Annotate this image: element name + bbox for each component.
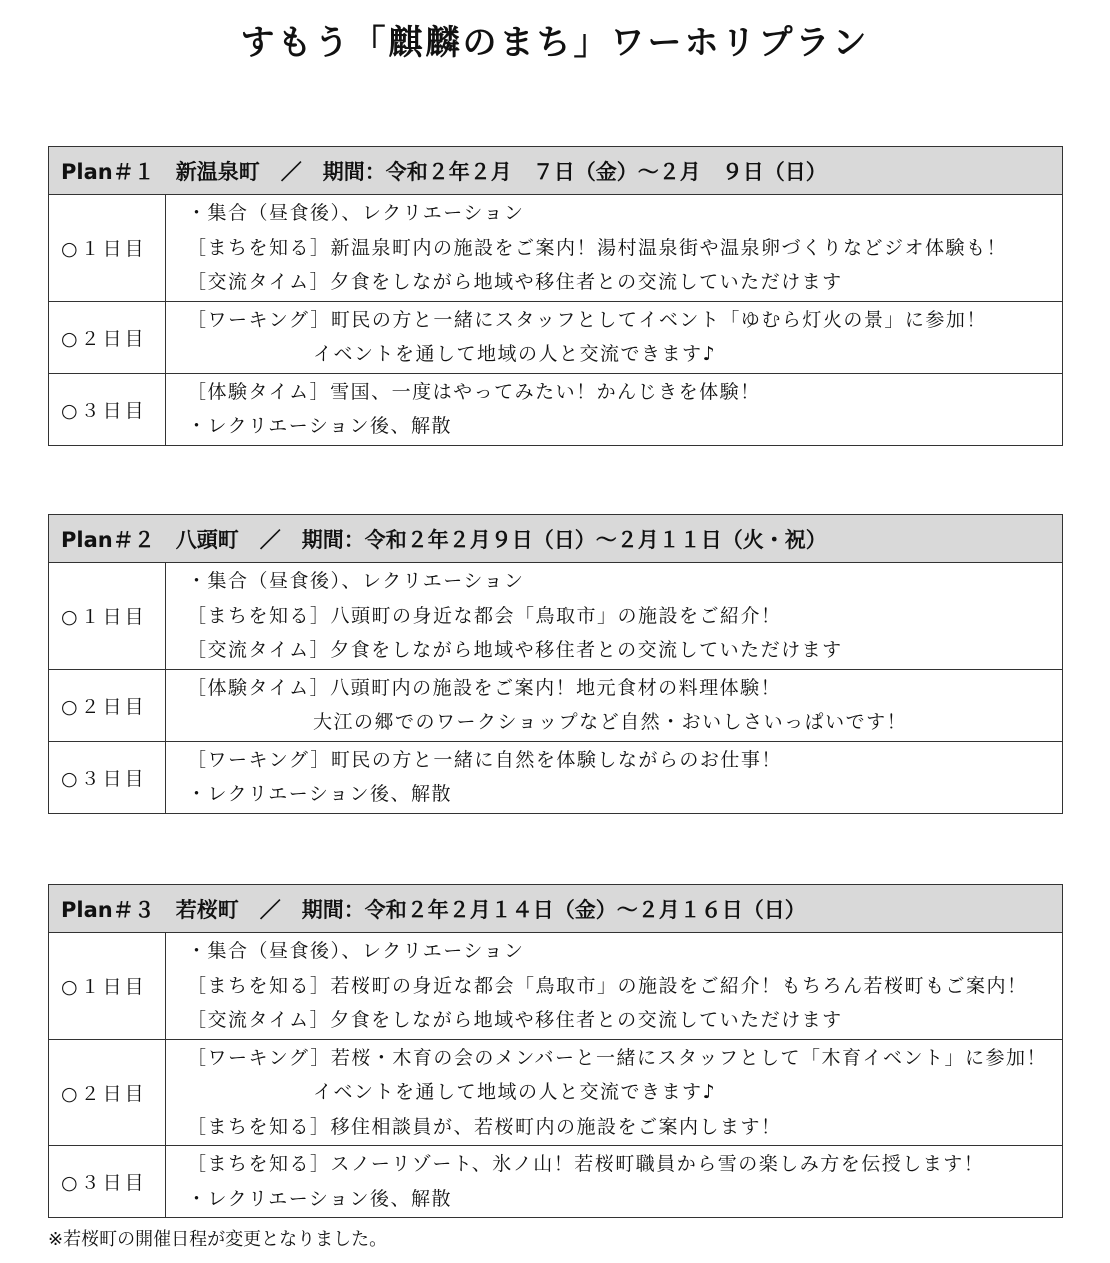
day-content — [166, 302, 1062, 373]
schedule-line: ［まちを知る］八頭町の身近な都会「鳥取市」の施設をご紹介！ — [187, 604, 782, 627]
schedule-line: ［体験タイム］八頭町内の施設をご案内！地元食材の料理体験！ — [187, 676, 782, 699]
plan-header: Plan＃１ 新温泉町 ／ 期間：令和２年２月 ７日（金）～２月 ９日（日） — [49, 147, 1062, 195]
day-label: ○３日目 — [49, 1146, 166, 1217]
day-row — [49, 742, 1062, 813]
schedule-line: ・レクリエーション後、解散 — [187, 783, 452, 805]
schedule-line: 大江の郷でのワークショップなど自然・おいしさいっぱいです！ — [313, 711, 908, 733]
schedule-line: ［まちを知る］若桜町の身近な都会「鳥取市」の施設をご紹介！もちろん若桜町もご案内！ — [187, 974, 1028, 997]
day-row — [49, 195, 1062, 302]
day-label: ○３日目 — [49, 742, 166, 813]
day-content — [166, 933, 1062, 1039]
day-label: ○２日目 — [49, 670, 166, 741]
day-content — [166, 563, 1062, 669]
schedule-line: ［ワーキング］若桜・木育の会のメンバーと一緒にスタッフとして「木育イベント」に参加！ — [187, 1046, 1048, 1069]
schedule-line: ・集合（昼食後）、レクリエーション — [187, 570, 525, 592]
schedule-line: イベントを通して地域の人と交流できます♪ — [313, 343, 717, 365]
schedule-line: ［まちを知る］スノーリゾート、氷ノ山！若桜町職員から雪の楽しみ方を伝授します！ — [187, 1153, 985, 1175]
schedule-line: ［ワーキング］町民の方と一緒に自然を体験しながらのお仕事！ — [187, 748, 782, 771]
day-label: ○２日目 — [49, 302, 166, 373]
schedule-line: ・集合（昼食後）、レクリエーション — [187, 202, 525, 224]
day-row — [49, 374, 1062, 445]
schedule-line: ・集合（昼食後）、レクリエーション — [187, 940, 525, 962]
schedule-line: ［ワーキング］町民の方と一緒にスタッフとしてイベント「ゆむら灯火の景」に参加！ — [187, 308, 987, 331]
day-label: ○２日目 — [49, 1040, 166, 1146]
schedule-line: ・レクリエーション後、解散 — [187, 1187, 452, 1210]
schedule-line: ［まちを知る］新温泉町内の施設をご案内！湯村温泉街や温泉卵づくりなどジオ体験も！ — [187, 236, 1008, 259]
day-content — [166, 195, 1062, 301]
day-label: ○３日目 — [49, 374, 166, 445]
day-content — [166, 1146, 1062, 1217]
schedule-line: イベントを通して地域の人と交流できます♪ — [313, 1081, 717, 1103]
day-content — [166, 670, 1062, 741]
plan-header: Plan＃３ 若桜町 ／ 期間：令和２年２月１４日（金）～２月１６日（日） — [49, 885, 1062, 933]
schedule-line: ・レクリエーション後、解散 — [187, 415, 452, 437]
day-row — [49, 670, 1062, 742]
schedule-line: ［交流タイム］夕食をしながら地域や移住者との交流していただけます — [187, 1009, 843, 1031]
day-label: ○１日目 — [49, 563, 166, 669]
page-title: すもう「麒麟のまち」ワーホリプラン — [240, 23, 870, 63]
day-content — [166, 1040, 1062, 1146]
day-row — [49, 302, 1062, 374]
plan-table-3 — [48, 884, 1063, 1218]
day-label: ○１日目 — [49, 933, 166, 1039]
plan-table-2 — [48, 514, 1063, 814]
day-row — [49, 563, 1062, 670]
day-row — [49, 1146, 1062, 1217]
schedule-line: ［交流タイム］夕食をしながら地域や移住者との交流していただけます — [187, 639, 843, 661]
day-label: ○１日目 — [49, 195, 166, 301]
footnote: ※若桜町の開催日程が変更となりました。 — [48, 1229, 388, 1250]
day-content — [166, 374, 1062, 445]
day-row — [49, 933, 1062, 1040]
schedule-line: ［交流タイム］夕食をしながら地域や移住者との交流していただけます — [187, 271, 843, 293]
plan-table-1 — [48, 146, 1063, 446]
day-content — [166, 742, 1062, 813]
schedule-line: ［体験タイム］雪国、一度はやってみたい！かんじきを体験！ — [187, 380, 761, 403]
day-row — [49, 1040, 1062, 1147]
schedule-line: ［まちを知る］移住相談員が、若桜町内の施設をご案内します！ — [187, 1115, 782, 1138]
plan-header: Plan＃２ 八頭町 ／ 期間：令和２年２月９日（日）～２月１１日（火・祝） — [49, 515, 1062, 563]
